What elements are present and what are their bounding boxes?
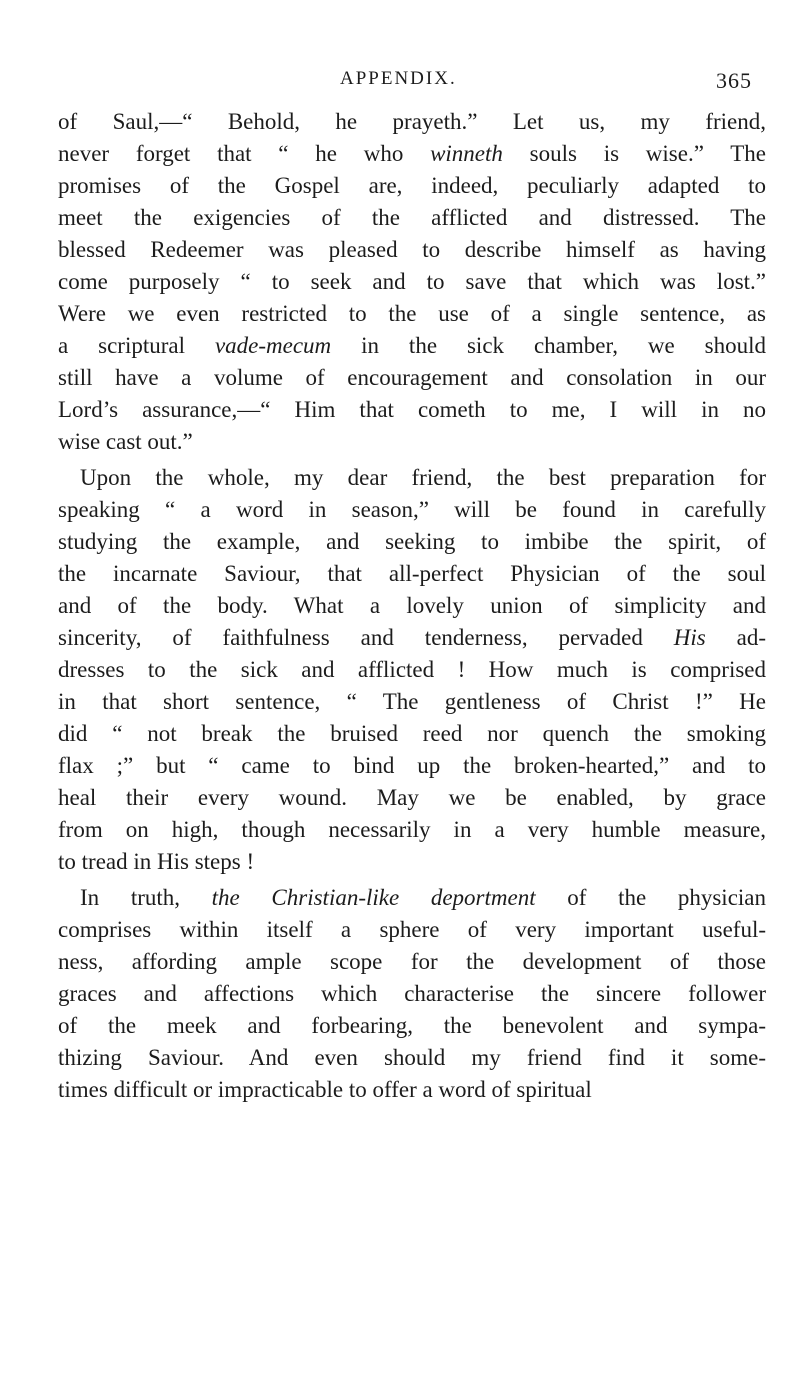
text-line xyxy=(58,394,766,426)
paragraph xyxy=(58,882,766,1106)
text-segment: In truth, xyxy=(80,885,212,910)
text-line xyxy=(58,362,766,394)
italic-text: winneth xyxy=(430,141,503,166)
text-segment: still have a volume of encouragement and consolation in our xyxy=(58,365,766,390)
text-segment: wise cast out.” xyxy=(58,429,193,454)
text-segment: ness, affording ample scope for the development of those xyxy=(58,949,766,974)
text-line xyxy=(58,234,766,266)
text-line xyxy=(58,946,766,978)
text-line xyxy=(58,814,766,846)
italic-text: vade-mecum xyxy=(214,333,332,358)
text-segment: flax ;” but “ came to bind up the broken-hearted,” and to xyxy=(58,753,766,778)
text-line xyxy=(58,106,766,138)
text-segment: studying the example, and seeking to imbibe the spirit, of xyxy=(58,529,766,554)
text-line xyxy=(58,526,766,558)
text-segment: from on high, though necessarily in a very humble measure, xyxy=(58,817,766,842)
text-line xyxy=(58,462,766,494)
italic-text: His xyxy=(673,625,706,650)
text-segment: Lord’s assurance,—“ Him that cometh to me, I will in no xyxy=(58,397,766,422)
text-segment: blessed Redeemer was pleased to describe himself as having xyxy=(58,237,766,262)
text-line xyxy=(58,426,766,458)
text-line xyxy=(58,978,766,1010)
text-line xyxy=(58,622,766,654)
text-line xyxy=(58,846,766,878)
text-line xyxy=(58,914,766,946)
text-segment: thizing Saviour. And even should my friend find it some- xyxy=(58,1045,766,1070)
text-segment: and of the body. What a lovely union of simplicity and xyxy=(58,593,766,618)
text-line xyxy=(58,782,766,814)
italic-text: the Christian-like deportment xyxy=(211,885,536,910)
text-segment: in that short sentence, “ The gentleness of Christ !” He xyxy=(58,689,766,714)
text-line xyxy=(58,330,766,362)
text-line xyxy=(58,1010,766,1042)
text-segment: never forget that “ he who xyxy=(58,141,431,166)
text-segment: of the meek and forbearing, the benevolent and sympa- xyxy=(58,1013,766,1038)
text-segment: heal their every wound. May we be enabled, by grace xyxy=(58,785,766,810)
text-line xyxy=(58,202,766,234)
text-segment: souls is wise.” The xyxy=(502,141,767,166)
text-line xyxy=(58,882,766,914)
text-line xyxy=(58,1042,766,1074)
page-number: 365 xyxy=(716,68,752,93)
text-line xyxy=(58,590,766,622)
running-title: APPENDIX. xyxy=(340,68,457,89)
text-segment: did “ not break the bruised reed nor quench the smoking xyxy=(58,721,766,746)
text-segment: promises of the Gospel are, indeed, peculiarly adapted to xyxy=(58,173,766,198)
text-segment: sincerity, of faithfulness and tenderness, pervaded xyxy=(58,625,674,650)
text-segment: Upon the whole, my dear friend, the best preparation for xyxy=(80,465,766,490)
text-segment: dresses to the sick and afflicted ! How much is comprised xyxy=(58,657,766,682)
text-line xyxy=(58,298,766,330)
text-segment: a scriptural xyxy=(58,333,215,358)
text-line xyxy=(58,750,766,782)
text-segment: meet the exigencies of the afflicted and distressed. The xyxy=(58,205,766,230)
text-line xyxy=(58,718,766,750)
body-text xyxy=(58,106,766,1106)
text-segment: in the sick chamber, we should xyxy=(331,333,766,358)
text-line xyxy=(58,654,766,686)
text-segment: come purposely “ to seek and to save that which was lost.” xyxy=(58,269,766,294)
text-segment: Were we even restricted to the use of a single sentence, as xyxy=(58,301,766,326)
text-line xyxy=(58,1074,766,1106)
text-line xyxy=(58,494,766,526)
text-segment: speaking “ a word in season,” will be found in carefully xyxy=(58,497,766,522)
text-segment: of Saul,—“ Behold, he prayeth.” Let us, my friend, xyxy=(58,109,766,134)
text-segment: graces and affections which characterise the sincere follower xyxy=(58,981,766,1006)
text-line xyxy=(58,170,766,202)
text-line xyxy=(58,266,766,298)
text-segment: to tread in His steps ! xyxy=(58,849,255,874)
text-line xyxy=(58,138,766,170)
text-line xyxy=(58,558,766,590)
paragraph xyxy=(58,462,766,878)
text-segment: ad- xyxy=(705,625,766,650)
text-segment: comprises within itself a sphere of very important useful- xyxy=(58,917,766,942)
text-line xyxy=(58,686,766,718)
text-segment: the incarnate Saviour, that all-perfect Physician of the soul xyxy=(58,561,766,586)
paragraph xyxy=(58,106,766,458)
running-header xyxy=(0,68,800,98)
text-segment: of the physician xyxy=(535,885,766,910)
text-segment: times difficult or impracticable to offer a word of spiritual xyxy=(58,1077,592,1102)
